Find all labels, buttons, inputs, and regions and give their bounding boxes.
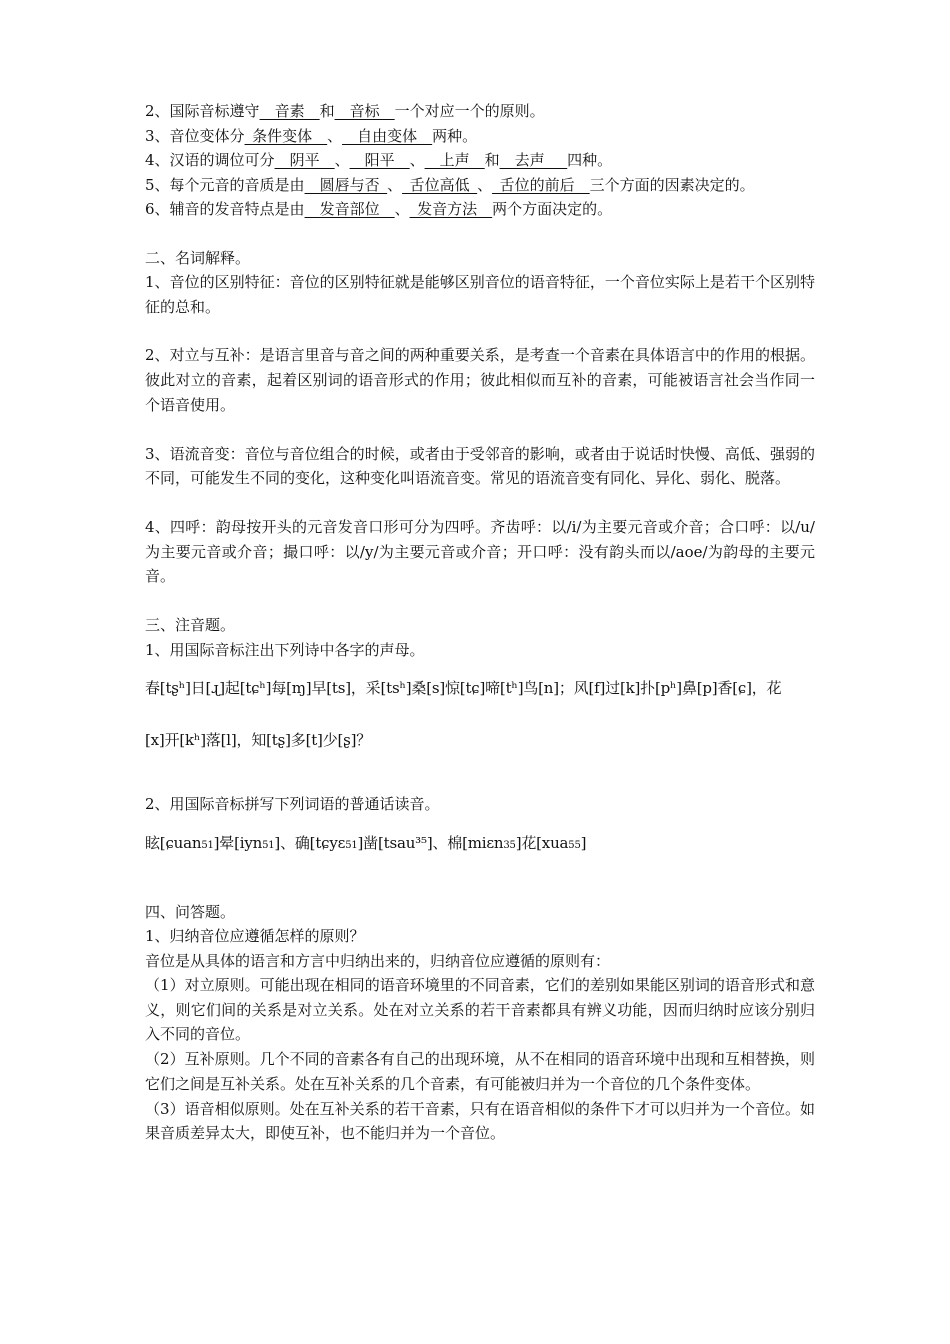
question-text: 、 [327,126,343,145]
poem-line-1: 春[tʂʰ]日[ɻ]起[tɕʰ]每[ɱ]早[ts]，采[tsʰ]桑[s]惊[tɕ]啼[tʰ]鸟[n]；风[f]过[k]扑[pʰ]鼻[p]香[ɕ]，花 [145,679,782,698]
answer-blank: _舌位的前后__ [492,175,590,194]
answer-blank: _条件变体__ [244,126,328,145]
question-text: 、每个元音的音质是由 [154,175,305,194]
item-number: 3 [145,126,155,145]
question-text: 、汉语的调位可分 [154,151,275,169]
answer-blank: __圆唇与否_ [304,175,388,194]
answer-blank: __阴平__ [274,151,335,169]
term-1: 1、音位的区别特征：音位的区别特征就是能够区别音位的语音特征，一个音位实际上是若干个区别特征的总和。 [145,273,815,316]
question-text: 一个对应一个的原则。 [394,102,545,120]
fill-line [145,173,815,198]
answer-blank: __上声__ [424,151,485,169]
term-2: 2、对立与互补：是语言里音与音之间的两种重要关系，是考查一个音素在具体语言中的作用的根据。彼此对立的音素，起着区别词的语音形式的作用；彼此相似而互补的音素，可能被语言社会当作同一个语音使用。 [145,346,815,414]
question-text: 、 [477,175,493,194]
question-text: 两种。 [432,126,478,145]
principle-1: （1）对立原则。可能出现在相同的语音环境里的不同音素，它们的差别如果能区别词的语音形式和意义，则它们间的关系是对立关系。处在对立关系的若干音素都具有辨义功能，因而归纳时应该分别归入不同的音位。 [145,976,815,1044]
principle-3: （3）语音相似原则。处在互补关系的若干音素，只有在语音相似的条件下才可以归并为一个音位。如果音质差异太大，即使互补，也不能归并为一个音位。 [145,1099,815,1143]
answer-intro: 音位是从具体的语言和方言中归纳出来的，归纳音位应遵循的原则有： [145,951,611,970]
section-3-heading: 三、注音题。 [145,616,236,635]
term-4: 4、四呼：韵母按开头的元音发音口形可分为四呼。齐齿呼：以/i/为主要元音或介音；合口呼：以/u/为主要元音或介音；撮口呼：以/y/为主要元音或介音；开口呼：没有韵头而以/aoe/为韵母的主要元音。 [145,517,815,586]
section-2-heading: 二、名词解释。 [145,248,251,267]
poem-line-2: [x]开[kʰ]落[l]，知[tʂ]多[t]少[ʂ]？ [145,731,372,750]
question-text: 、音位变体分 [154,126,245,145]
document-page [145,99,815,1146]
question-text: 和 [319,102,335,120]
answer-blank: __发音部位__ [304,200,395,218]
fill-in-answers [145,99,815,222]
answer-blank: _发音方法__ [409,200,493,218]
question-text: 、 [334,151,350,169]
answer-blank: _舌位高低_ [402,175,478,194]
question-text: 和 [484,151,500,169]
term-3: 3、语流音变：音位与音位组合的时候，或者由于受邻音的影响，或者由于说话时快慢、高低、强弱的不同，可能发生不同的变化，这种变化叫语流音变。常见的语流音变有同化、异化、弱化、脱落。 [145,444,815,488]
question-text: 、 [387,175,403,194]
section-4-heading: 四、问答题。 [145,902,236,921]
word-transcriptions: 眩[ɕuan51]晕[iyn51]、确[tɕyɛ51]凿[tsau³⁵]、棉[miɛn35]花[xua55] [145,833,587,852]
question-3-1: 1、用国际音标注出下列诗中各字的声母。 [145,640,425,659]
item-number: 4 [145,151,155,169]
item-number: 2 [145,102,155,120]
question-4-1: 1、归纳音位应遵循怎样的原则？ [145,927,365,946]
question-text: 两个方面决定的。 [492,200,613,218]
question-text: 、辅音的发音特点是由 [154,200,305,218]
question-text: 、 [394,200,410,218]
answer-blank: __音素__ [259,102,320,120]
fill-line [145,197,815,222]
question-text: 、 [409,151,425,169]
question-text: 、国际音标遵守 [154,102,260,120]
item-number: 6 [145,200,155,218]
principle-2: （2）互补原则。几个不同的音素各有自己的出现环境，从不在相同的语音环境中出现和互相替换，则它们之间是互补关系。处在互补关系的几个音素，有可能被归并为一个音位的几个条件变体。 [145,1050,815,1093]
question-3-2: 2、用国际音标拼写下列词语的普通话读音。 [145,795,440,814]
item-number: 5 [145,175,155,194]
question-text: 四种。 [567,151,613,169]
answer-blank: __自由变体__ [342,126,433,145]
fill-line [145,99,815,124]
answer-blank: __音标__ [334,102,395,120]
answer-blank: __去声___ [499,151,568,169]
fill-line [145,124,815,149]
answer-blank: __阳平__ [349,151,410,169]
question-text: 三个方面的因素决定的。 [589,175,755,194]
fill-line [145,148,815,173]
